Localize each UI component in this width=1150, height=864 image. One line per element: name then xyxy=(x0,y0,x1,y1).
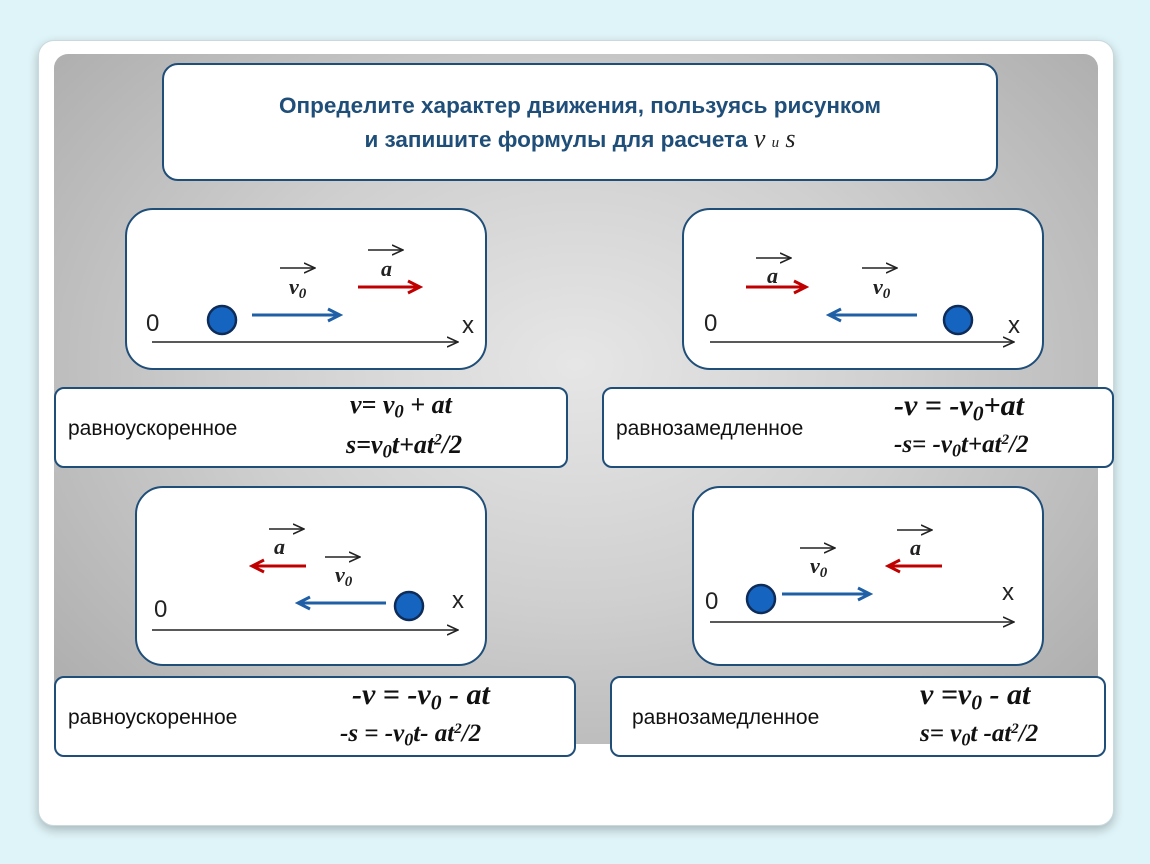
formula-distance-3: $-s = -v_0t-$ $at^2/2$ xyxy=(340,720,482,750)
var-v: v xyxy=(753,124,766,153)
axis-zero-2: 0 xyxy=(704,310,718,337)
var-s: s xyxy=(785,124,796,153)
formula-distance-4: $s= v_0t$ $-at^2/2$ xyxy=(920,720,1039,750)
formula-distance-1: $s=v_0t+at^2/2$ xyxy=(346,430,463,463)
axis-zero-3: 0 xyxy=(154,596,168,623)
ball-2 xyxy=(944,306,972,334)
formula-velocity-4: $v =v_0$ - at xyxy=(920,678,1031,715)
v0-label-1: v0 xyxy=(289,274,307,302)
formula-distance-2: $-s= -v_0t+at^2/2$ xyxy=(894,431,1029,461)
motion-type-2: равнозамедленное xyxy=(616,417,804,440)
motion-type-3: равноускоренное xyxy=(68,706,238,729)
task-title-line2-text: и запишите формулы для расчета xyxy=(364,127,748,152)
result-box-3 xyxy=(54,676,576,757)
result-box-1 xyxy=(54,387,568,468)
diagram-1 xyxy=(146,250,474,342)
formula-velocity-1: $v= v_0$ + at xyxy=(350,390,452,423)
axis-x-4: x xyxy=(1002,579,1014,606)
motion-type-1: равноускоренное xyxy=(68,417,238,440)
ball-3 xyxy=(395,592,423,620)
axis-x-1: x xyxy=(462,312,474,339)
ball-1 xyxy=(208,306,236,334)
a-label-3: a xyxy=(274,534,285,559)
result-box-4 xyxy=(610,676,1106,757)
formula-velocity-3: $-v = -v_0$ - at xyxy=(352,678,490,715)
axis-x-2: x xyxy=(1008,312,1020,339)
diagram-3 xyxy=(152,529,464,630)
diagram-2 xyxy=(704,258,1020,342)
v0-label-3: v0 xyxy=(335,562,353,590)
task-title-line1: Определите характер движения, пользуясь рисунком xyxy=(278,93,881,118)
axis-x-3: x xyxy=(452,587,464,614)
formula-velocity-2: $-v = -v_0+at$ xyxy=(894,389,1024,426)
a-label-4: a xyxy=(910,535,921,560)
v0-label-4: v0 xyxy=(810,553,828,581)
motion-type-4: равнозамедленное xyxy=(632,706,820,729)
ball-4 xyxy=(747,585,775,613)
a-label-1: a xyxy=(381,256,392,281)
axis-zero-4: 0 xyxy=(705,588,719,615)
diagram-4 xyxy=(705,530,1014,622)
var-and: и xyxy=(771,135,780,151)
result-box-2 xyxy=(602,387,1114,468)
v0-label-2: v0 xyxy=(873,274,891,302)
a-label-2: a xyxy=(767,263,778,288)
axis-zero-1: 0 xyxy=(146,310,160,337)
